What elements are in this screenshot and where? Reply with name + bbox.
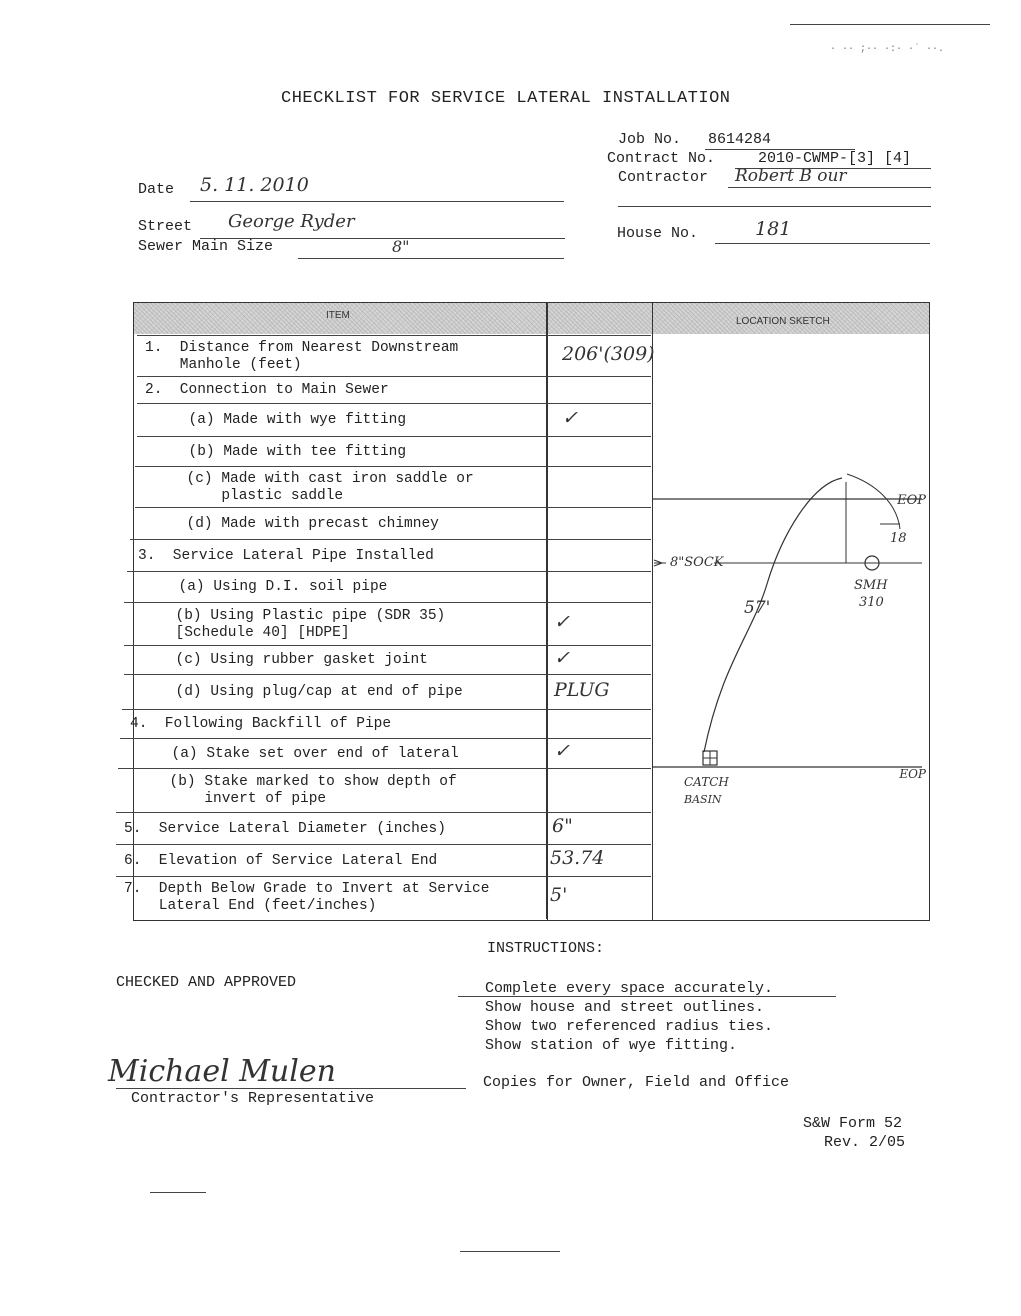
sketch-smh-label: SMH: [854, 578, 888, 593]
checklist-item: 2. Connection to Main Sewer: [145, 382, 389, 398]
table-row-divider: [130, 539, 651, 540]
contractor-line: [728, 187, 931, 188]
instruction-underline: [458, 996, 836, 997]
sock-arrow: [654, 560, 666, 566]
checklist-item: (c) Made with cast iron saddle or plastic saddle: [186, 470, 474, 504]
table-row-divider: [127, 571, 651, 572]
item-header: ITEM: [326, 310, 350, 321]
table-row-divider: [137, 335, 651, 336]
representative-signature: Michael Mulen: [108, 1054, 336, 1089]
sketch-catch-basin-2: BASIN: [684, 793, 722, 806]
instruction-line-1: Complete every space accurately.: [485, 980, 774, 997]
house-no-value: 181: [755, 218, 792, 240]
contractor-label: Contractor: [618, 169, 709, 186]
scan-speckle: · ·· ;·· ·:· ·˙ ··.: [830, 44, 945, 55]
form-name: S&W Form 52: [803, 1115, 903, 1132]
table-row-divider: [116, 844, 651, 845]
sewer-main-line: [298, 258, 564, 259]
checklist-value: 206'(309): [562, 342, 655, 365]
contract-no-label: Contract No.: [607, 150, 716, 167]
location-sketch: [652, 334, 928, 919]
stray-mark-1: [150, 1192, 206, 1193]
checklist-value: ✓: [554, 646, 570, 669]
sketch-dim-18: 18: [890, 531, 907, 546]
checklist-item: 7. Depth Below Grade to Invert at Service Lateral End (feet/inches): [124, 881, 490, 914]
job-no-value: 8614284: [708, 131, 772, 148]
checklist-item: 1. Distance from Nearest Downstream Manhole (feet): [145, 339, 459, 373]
job-no-label: Job No.: [618, 131, 682, 148]
instruction-line-3: Show two referenced radius ties.: [485, 1018, 774, 1035]
table-row-divider: [137, 436, 651, 437]
contractor-value: Robert B our: [735, 166, 847, 186]
sketch-dim-57: 57': [744, 598, 771, 618]
representative-label: Contractor's Representative: [131, 1090, 375, 1107]
checklist-item: (b) Using Plastic pipe (SDR 35) [Schedule 40] [HDPE]: [175, 607, 446, 641]
stray-mark-2: [460, 1251, 560, 1252]
sewer-main-label: Sewer Main Size: [138, 238, 274, 255]
table-row-divider: [135, 466, 651, 467]
copies-note: Copies for Owner, Field and Office: [483, 1074, 790, 1091]
sketch-header: LOCATION SKETCH: [736, 316, 830, 327]
wye-arc: [847, 474, 900, 529]
form-title: CHECKLIST FOR SERVICE LATERAL INSTALLATION: [281, 89, 731, 108]
street-label: Street: [138, 218, 193, 235]
contract-no-value: 2010-CWMP-[3] [4]: [758, 150, 912, 167]
instruction-line-4: Show station of wye fitting.: [485, 1037, 738, 1054]
sketch-smh-number: 310: [859, 595, 884, 610]
checklist-item: (b) Stake marked to show depth of invert of pipe: [169, 774, 457, 807]
checklist-item: (a) Made with wye fitting: [145, 412, 407, 428]
table-row-divider: [137, 376, 651, 377]
checklist-item: (a) Stake set over end of lateral: [128, 745, 459, 762]
checklist-value: ✓: [554, 610, 570, 633]
date-label: Date: [138, 181, 175, 198]
instructions-heading: INSTRUCTIONS:: [487, 940, 605, 957]
checklist-value: 5': [550, 884, 568, 906]
form-revision: Rev. 2/05: [824, 1134, 906, 1151]
checklist-value: ✓: [562, 406, 578, 429]
checklist-item: 4. Following Backfill of Pipe: [130, 716, 392, 732]
table-row-divider: [137, 403, 651, 404]
checklist-value: ✓: [554, 740, 570, 762]
table-row-divider: [116, 876, 651, 877]
top-rule: [790, 24, 990, 25]
checklist-item: (a) Using D.I. soil pipe: [135, 579, 388, 595]
sketch-eop-bottom: EOP: [899, 767, 926, 781]
house-no-line: [715, 243, 930, 244]
street-value: George Ryder: [228, 211, 355, 232]
table-row-divider: [124, 602, 651, 603]
table-row-divider: [135, 507, 651, 508]
checked-approved: CHECKED AND APPROVED: [116, 974, 297, 991]
sketch-catch-basin-1: CATCH: [684, 775, 729, 789]
date-value: 5. 11. 2010: [200, 174, 309, 196]
value-col-line: [546, 302, 547, 919]
house-no-label: House No.: [617, 225, 699, 242]
table-row-divider: [124, 645, 651, 646]
checklist-item: 5. Service Lateral Diameter (inches): [124, 820, 446, 837]
contractor-line-2: [618, 206, 931, 207]
value-col-divider: [547, 303, 548, 920]
checklist-item: (c) Using rubber gasket joint: [132, 652, 428, 668]
signature-line: [116, 1088, 466, 1089]
sketch-eop-top: EOP: [897, 493, 926, 508]
instruction-line-2: Show house and street outlines.: [485, 999, 765, 1016]
checklist-item: (b) Made with tee fitting: [145, 443, 407, 460]
checklist-item: 6. Elevation of Service Lateral End: [124, 852, 438, 869]
checklist-item: (d) Made with precast chimney: [143, 515, 439, 532]
lateral-curve: [704, 478, 842, 752]
item-header-bg: [134, 303, 652, 334]
table-row-divider: [118, 768, 651, 769]
sketch-sock-label: 8"SOCK: [670, 555, 724, 570]
table-row-divider: [122, 709, 651, 710]
checklist-value: 6": [552, 815, 573, 837]
sewer-main-value: 8": [392, 237, 410, 256]
checklist-item: (d) Using plug/cap at end of pipe: [132, 684, 463, 700]
table-row-divider: [120, 738, 651, 739]
checklist-value: 53.74: [550, 847, 605, 869]
table-row-divider: [116, 812, 651, 813]
checklist-value: PLUG: [554, 678, 610, 701]
table-row-divider: [124, 674, 651, 675]
checklist-item: 3. Service Lateral Pipe Installed: [138, 547, 434, 564]
date-line: [190, 201, 564, 202]
